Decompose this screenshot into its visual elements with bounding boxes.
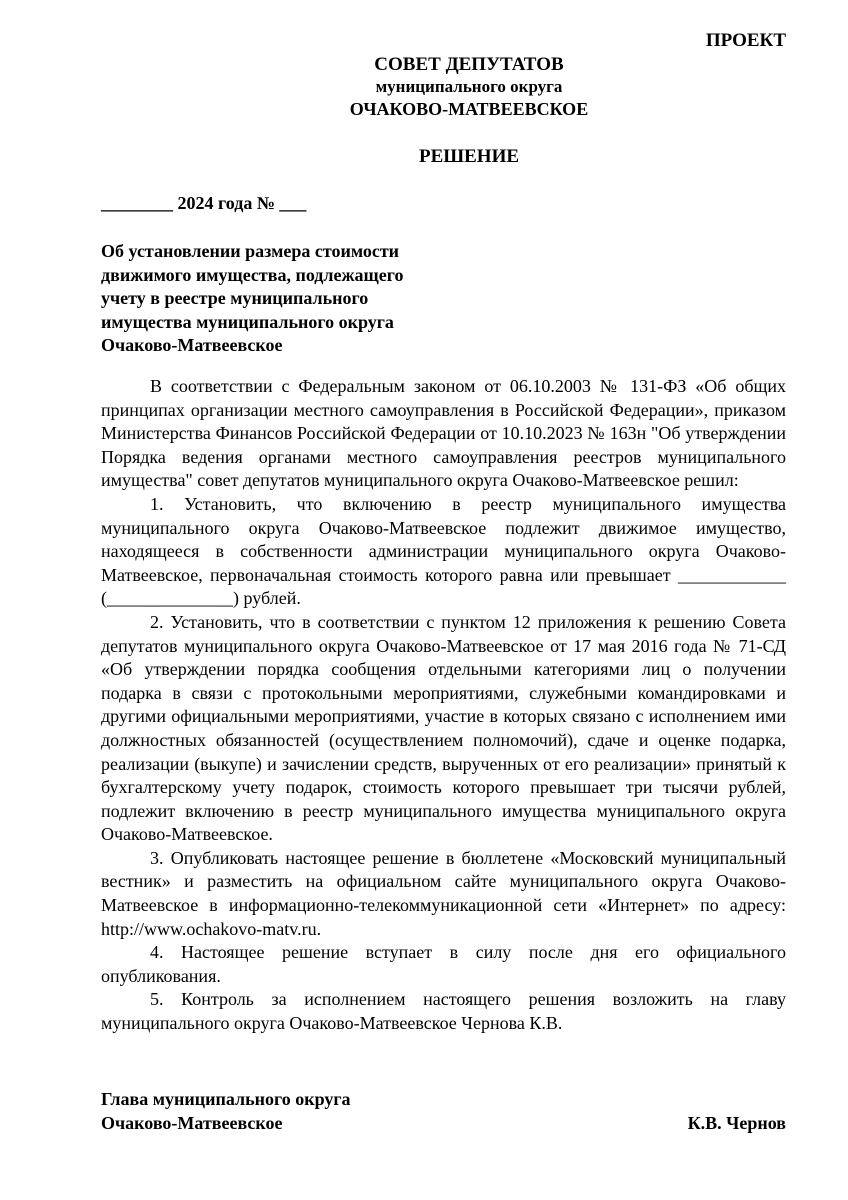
date-number-line: ________ 2024 года № ___ [101, 193, 307, 213]
subject-line: имущества муниципального округа [101, 311, 394, 332]
subject-heading [101, 240, 461, 358]
header-district: ОЧАКОВО-МАТВЕЕВСКОЕ [349, 99, 589, 119]
issuer-header [0, 54, 848, 120]
signature-block [101, 1087, 786, 1135]
decision-body [101, 375, 786, 1036]
signatory-position-line1: Глава муниципального округа [101, 1089, 351, 1109]
draft-label: ПРОЕКТ [705, 30, 786, 51]
signatory-name: К.В. Чернов [687, 1113, 786, 1133]
item-2-paragraph: 2. Установить, что в соответствии с пунктом 12 приложения к решению Совета депутатов муниципального округа Очаково-Матвеевское от 17 мая 2016 года № 71-СД «Об утверждении порядка сообщения отдельными категориями лиц о получении подарка в связи с протокольными мероприятиями, служебными командировками и другими официальными мероприятиями, участие в которых связано с исполнением ими должностных обязанностей (осуществлением полномочий), сдаче и оценке подарка, реализации (выкупе) и зачислении средств, вырученных от его реализации» принятый к бухгалтерскому учету подарок, стоимость которого превышает три тысячи рублей, подлежит включению в реестр муниципального имущества муниципального округа Очаково-Матвеевское. [101, 611, 786, 845]
subject-line: движимого имущества, подлежащего [101, 264, 404, 285]
item-4-paragraph: 4. Настоящее решение вступает в силу после дня его официального опубликования. [101, 942, 786, 986]
header-council: СОВЕТ ДЕПУТАТОВ [374, 54, 564, 75]
decision-title: РЕШЕНИЕ [418, 146, 520, 167]
signatory-position-line2: Очаково-Матвеевское [101, 1113, 283, 1133]
header-municipal: муниципального округа [375, 77, 563, 96]
item-1-paragraph: 1. Установить, что включению в реестр муниципального имущества муниципального округа Очаково-Матвеевское подлежит движимое имущество, находящееся в собственности администрации муниципального округа Очаково-Матвеевское, первоначальная стоимость которого равна или превышает ____________ (______________) рублей. [101, 493, 786, 609]
subject-line: Об установлении размера стоимости [101, 241, 400, 261]
preamble-paragraph: В соответствии с Федеральным законом от 06.10.2003 № 131-ФЗ «Об общих принципах организации местного самоуправления в Российской Федерации», приказом Министерства Финансов Российской Федерации от 10.10.2023 № 163н "Об утверждении Порядка ведения органами местного самоуправления реестров муниципального имущества" совет депутатов муниципального округа Очаково-Матвеевское решил: [101, 376, 786, 491]
subject-line: учету в реестре муниципального [101, 288, 369, 308]
item-3-paragraph: 3. Опубликовать настоящее решение в бюллетене «Московский муниципальный вестник» и разместить на официальном сайте муниципального округа Очаково-Матвеевское в информационно-телекоммуникационной сети «Интернет» по адресу: http://www.ochakovo-matv.ru. [101, 847, 786, 939]
item-5-paragraph: 5. Контроль за исполнением настоящего решения возложить на главу муниципального округа Очаково-Матвеевское Чернова К.В. [101, 989, 786, 1034]
subject-line: Очаково-Матвеевское [101, 335, 283, 355]
